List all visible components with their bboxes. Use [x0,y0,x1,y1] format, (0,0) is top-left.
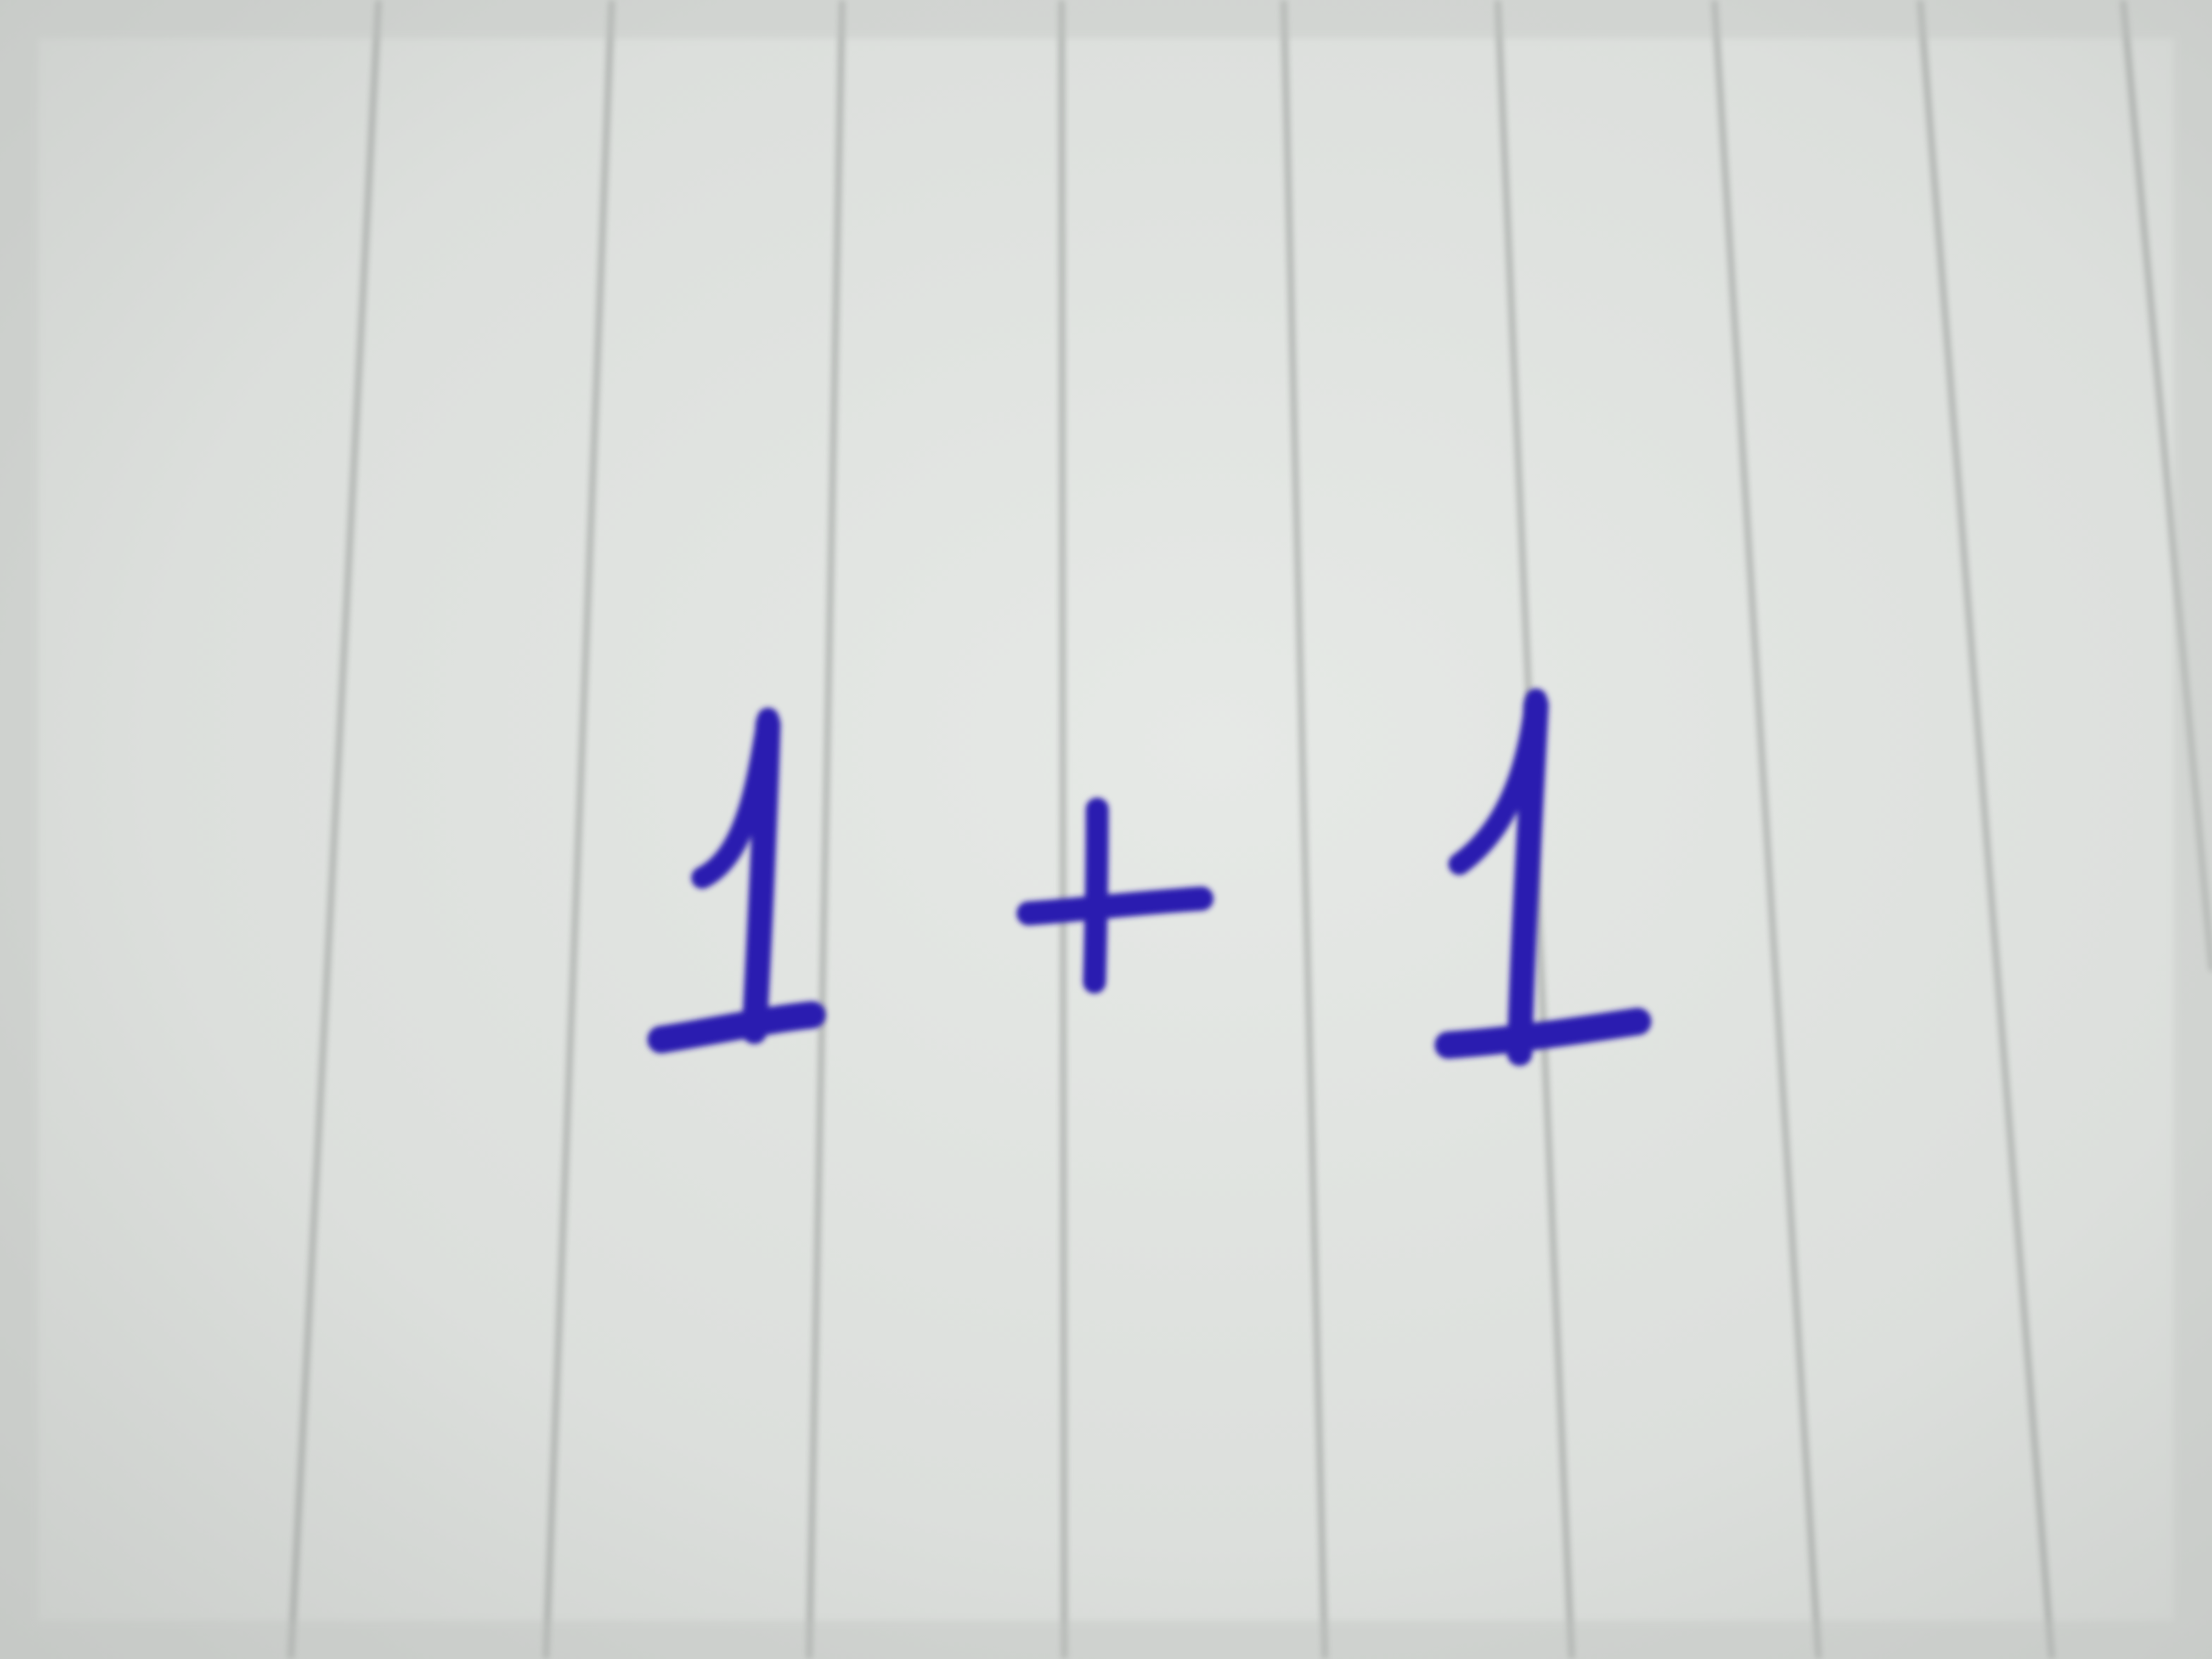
ruled-line [1062,0,1064,1659]
